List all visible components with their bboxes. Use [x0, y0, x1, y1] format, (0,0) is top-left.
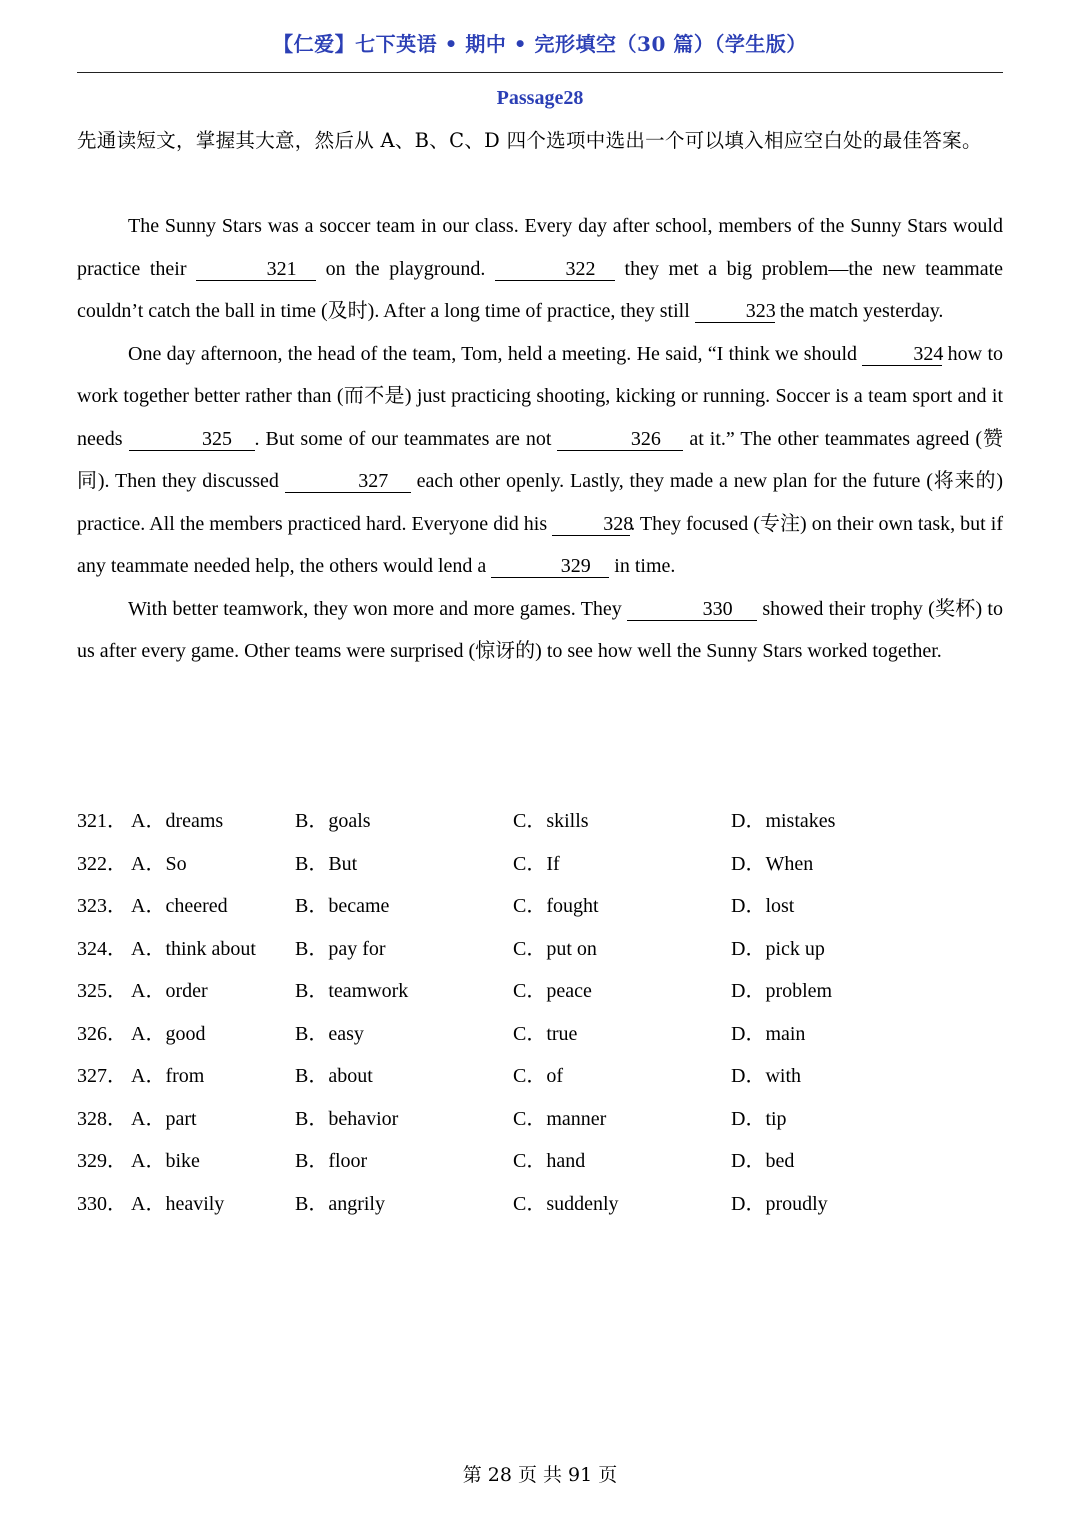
paragraph-1	[77, 205, 1003, 333]
option-c: C．true	[513, 1022, 578, 1045]
option-a: A．good	[131, 1022, 206, 1045]
question-number: 328．	[77, 1107, 127, 1130]
question-number: 330．	[77, 1192, 127, 1215]
p1-text-4: the match yesterday.	[774, 300, 944, 322]
p1-text-1: The Sunny Stars was a soccer team in our class. Every day after school, members of the Sunny Stars would practice their	[77, 215, 1003, 280]
option-c: C．If	[513, 852, 560, 875]
option-a: A．think about	[131, 937, 256, 960]
question-row	[77, 1140, 1003, 1183]
question-number: 326．	[77, 1022, 127, 1045]
blank-322: 322	[495, 258, 615, 281]
paragraph-3	[77, 588, 1003, 673]
option-b: B．pay for	[295, 937, 386, 960]
option-a: A．So	[131, 852, 187, 875]
option-b: B．behavior	[295, 1107, 399, 1130]
question-number: 329．	[77, 1150, 127, 1172]
question-number: 324．	[77, 937, 127, 960]
option-b: B．angrily	[295, 1192, 385, 1215]
header-divider	[77, 72, 1003, 73]
question-row	[77, 928, 1003, 971]
option-b: B．floor	[295, 1150, 368, 1172]
option-a: A．order	[131, 980, 208, 1002]
option-d: D．lost	[731, 895, 795, 917]
passage-title: Passage28	[496, 87, 584, 109]
question-number: 323．	[77, 895, 127, 917]
question-row	[77, 1055, 1003, 1098]
question-row	[77, 970, 1003, 1013]
question-row	[77, 885, 1003, 928]
option-d: D．pick up	[731, 937, 825, 960]
p3-text-2: showed their trophy (奖杯) to us after every game. Other teams were surprised (惊讶的) to see how well the Sunny Stars worked together.	[77, 597, 1003, 662]
question-row	[77, 1013, 1003, 1056]
option-a: A．cheered	[131, 895, 228, 917]
option-a: A．bike	[131, 1150, 200, 1172]
option-c: C．manner	[513, 1107, 607, 1130]
blank-326: 326	[557, 428, 683, 451]
option-b: B．about	[295, 1065, 373, 1087]
option-d: D．problem	[731, 980, 833, 1002]
document-header: 【仁爱】七下英语 • 期中 • 完形填空（30 篇）（学生版）	[273, 32, 807, 56]
option-d: D．When	[731, 852, 814, 875]
option-d: D．bed	[731, 1150, 795, 1172]
option-c: C．suddenly	[513, 1192, 619, 1215]
question-row	[77, 1098, 1003, 1141]
question-number: 325．	[77, 980, 127, 1002]
p2-text-5: each other openly. Lastly, they made a new plan for the future (将来的) practice. All the members practiced hard. Everyone did his	[77, 470, 1003, 535]
p1-text-2: on the playground.	[316, 257, 495, 280]
option-a: A．dreams	[131, 810, 224, 832]
blank-324: 324	[862, 343, 942, 366]
option-a: A．from	[131, 1065, 205, 1087]
paragraph-2	[77, 333, 1003, 588]
blank-328: 328	[552, 513, 630, 536]
option-a: A．heavily	[131, 1192, 225, 1215]
question-number: 327．	[77, 1065, 127, 1087]
option-b: B．easy	[295, 1022, 364, 1045]
blank-325: 325	[129, 428, 255, 451]
blank-327: 327	[285, 470, 411, 493]
option-d: D．mistakes	[731, 810, 836, 832]
blank-329: 329	[491, 555, 609, 578]
option-c: C．skills	[513, 810, 589, 832]
page-footer: 第 28 页 共 91 页	[462, 1464, 618, 1486]
p1-text-3: they met a big problem—the new teammate couldn’t catch the ball in time (及时). After a long time of practice, they still	[77, 257, 1004, 322]
question-number: 322．	[77, 852, 127, 875]
blank-330: 330	[627, 598, 757, 621]
p3-text-1: With better teamwork, they won more and more games. They	[128, 597, 628, 620]
option-d: D．tip	[731, 1107, 787, 1130]
question-row	[77, 800, 1003, 843]
question-row	[77, 1183, 1003, 1226]
question-row	[77, 843, 1003, 886]
p2-text-1: One day afternoon, the head of the team, Tom, held a meeting. He said, “I think we should	[128, 342, 863, 365]
p2-text-3: . But some of our teammates are not	[254, 427, 558, 450]
option-c: C．put on	[513, 937, 597, 960]
option-b: B．became	[295, 895, 390, 917]
option-c: C．peace	[513, 980, 592, 1002]
blank-323: 323	[695, 300, 775, 323]
question-options	[77, 800, 1003, 1225]
option-c: C．fought	[513, 895, 599, 917]
option-b: B．teamwork	[295, 980, 409, 1002]
option-b: B．But	[295, 852, 358, 875]
p2-text-4: at it.” The other teammates agreed (赞同). Then they discussed	[77, 427, 1004, 492]
blank-321: 321	[196, 258, 316, 281]
p2-text-7: in time.	[609, 555, 676, 577]
option-d: D．with	[731, 1065, 801, 1087]
option-b: B．goals	[295, 810, 371, 832]
p2-text-2: how to work together better rather than (而不是) just practicing shooting, kicking or running. Soccer is a team sport and it needs	[77, 342, 1004, 450]
option-d: D．proudly	[731, 1192, 828, 1215]
option-c: C．of	[513, 1065, 563, 1087]
option-a: A．part	[131, 1107, 197, 1130]
option-d: D．main	[731, 1022, 806, 1045]
option-c: C．hand	[513, 1150, 586, 1172]
question-number: 321．	[77, 810, 127, 832]
instructions: 先通读短文，掌握其大意，然后从 A、B、C、D 四个选项中选出一个可以填入相应空白处的最佳答案。	[77, 129, 982, 152]
p2-text-6: . They focused (专注) on their own task, but if any teammate needed help, the others would lend a	[77, 512, 1003, 577]
passage-body	[77, 205, 1003, 673]
